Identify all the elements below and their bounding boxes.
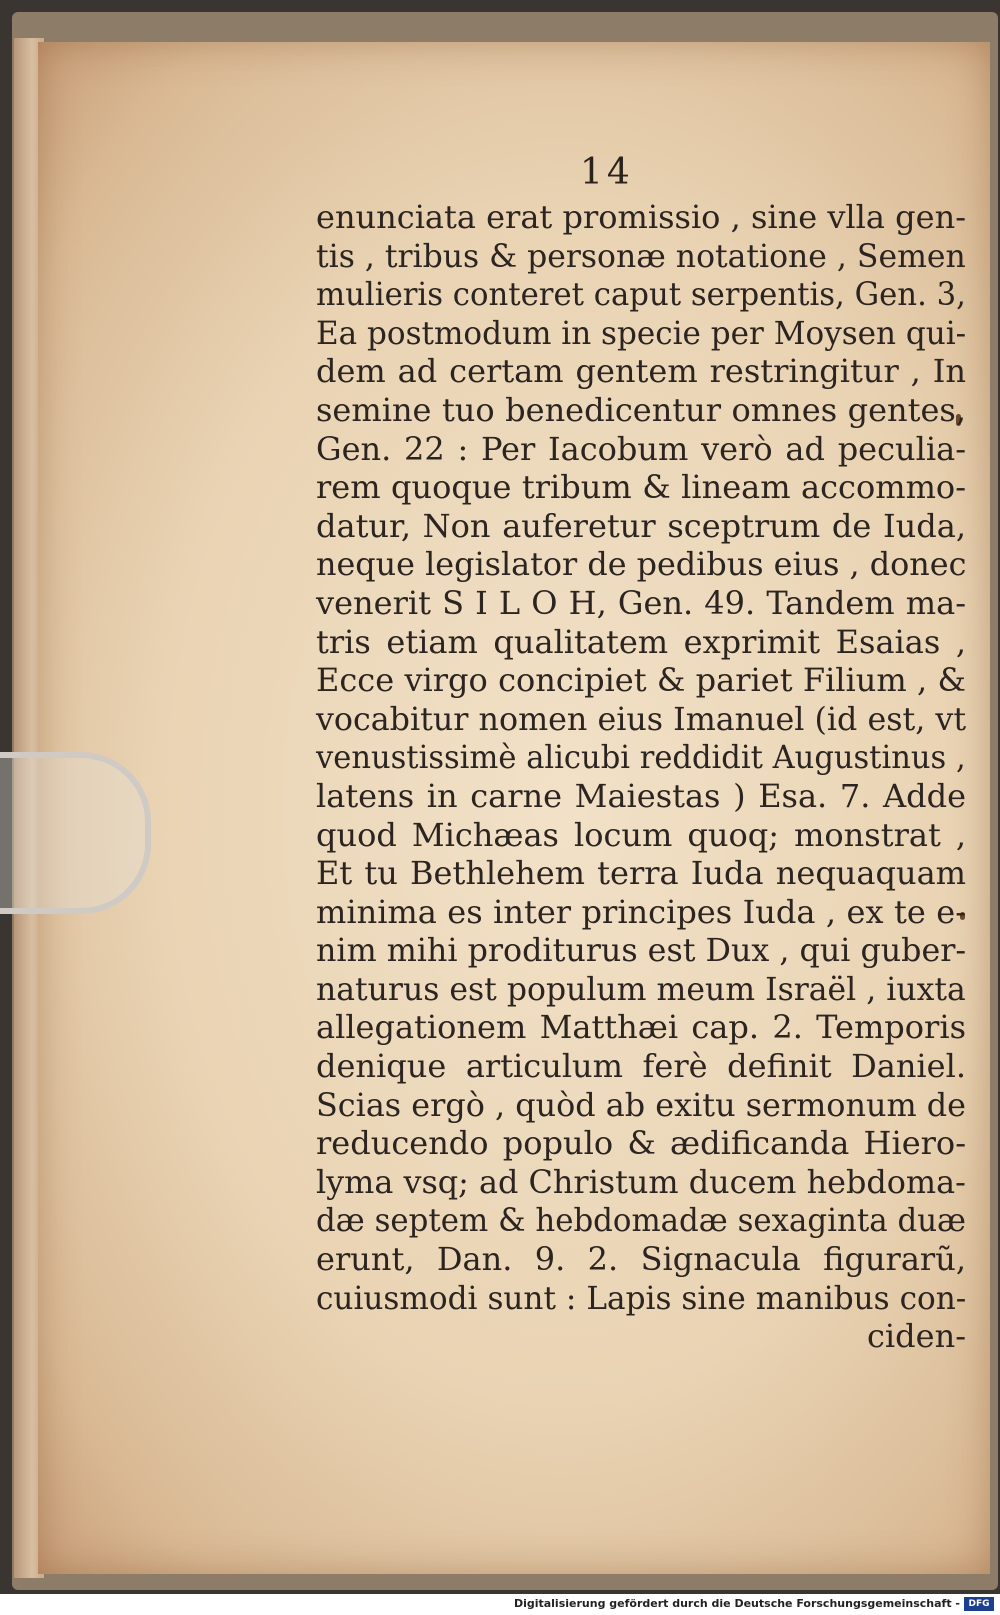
- text-line: minima es inter principes Iuda , ex te e-: [316, 892, 966, 931]
- text-line: Scias ergò , quòd ab exitu sermonum de: [316, 1085, 967, 1124]
- text-line: erunt, Dan. 9. 2. Signacula figurarũ,: [316, 1240, 966, 1279]
- text-line: dæ septem & hebdomadæ sexaginta duæ: [316, 1201, 967, 1240]
- text-line: Ea postmodum in specie per Moysen qui-: [316, 313, 967, 352]
- text-line: neque legislator de pedibus eius , donec: [316, 545, 967, 584]
- text-line: datur, Non auferetur sceptrum de Iuda,: [316, 506, 966, 545]
- text-line: lyma vsq; ad Christum ducem hebdoma-: [316, 1162, 966, 1201]
- text-line: nim mihi proditurus est Dux , qui guber-: [316, 931, 967, 970]
- footer-bar: [0, 1594, 1000, 1615]
- text-line: naturus est populum meum Israël , iuxta: [316, 969, 966, 1008]
- text-line: venerit S I L O H, Gen. 49. Tandem ma-: [316, 583, 966, 622]
- page-number: 14: [580, 152, 634, 193]
- text-line: reducendo populo & ædificanda Hiero-: [316, 1124, 966, 1163]
- catchword: ciden-: [867, 1317, 966, 1356]
- text-line: Ecce virgo concipiet & pariet Filium , &: [316, 661, 966, 700]
- dfg-logo-icon: DFG: [964, 1597, 994, 1611]
- text-line: quod Michæas locum quoq; monstrat ,: [316, 815, 966, 854]
- text-line: vocabitur nomen eius Imanuel (id est, vt: [316, 699, 967, 738]
- page-clip-tab: [0, 752, 151, 914]
- text-line: venustissimè alicubi reddidit Augustinus ,: [316, 738, 966, 777]
- text-line: Gen. 22 : Per Iacobum verò ad peculia-: [316, 429, 966, 468]
- text-line: enunciata erat promissio , sine vlla gen-: [316, 198, 966, 236]
- text-line: cuiusmodi sunt : Lapis sine manibus con-: [316, 1278, 967, 1317]
- text-line: tris etiam qualitatem exprimit Esaias ,: [316, 622, 966, 661]
- footer-credit: Digitalisierung gefördert durch die Deutsche Forschungsgemeinschaft -: [513, 1597, 960, 1610]
- text-line: Et tu Bethlehem terra Iuda nequaquam: [316, 854, 966, 893]
- text-line: latens in carne Maiestas ) Esa. 7. Adde: [316, 776, 966, 815]
- text-line: dem ad certam gentem restringitur , In: [316, 352, 966, 391]
- text-line: mulieris conteret caput serpentis, Gen. 3,: [316, 275, 966, 314]
- text-block: [316, 198, 966, 1355]
- text-line: denique articulum ferè definit Daniel.: [316, 1047, 966, 1086]
- text-line: semine tuo benedicentur omnes gentes,: [316, 390, 966, 429]
- text-line: tis , tribus & personæ notatione , Semen: [316, 236, 966, 275]
- text-line: rem quoque tribum & lineam accommo-: [316, 468, 966, 507]
- text-line: allegationem Matthæi cap. 2. Temporis: [316, 1008, 966, 1047]
